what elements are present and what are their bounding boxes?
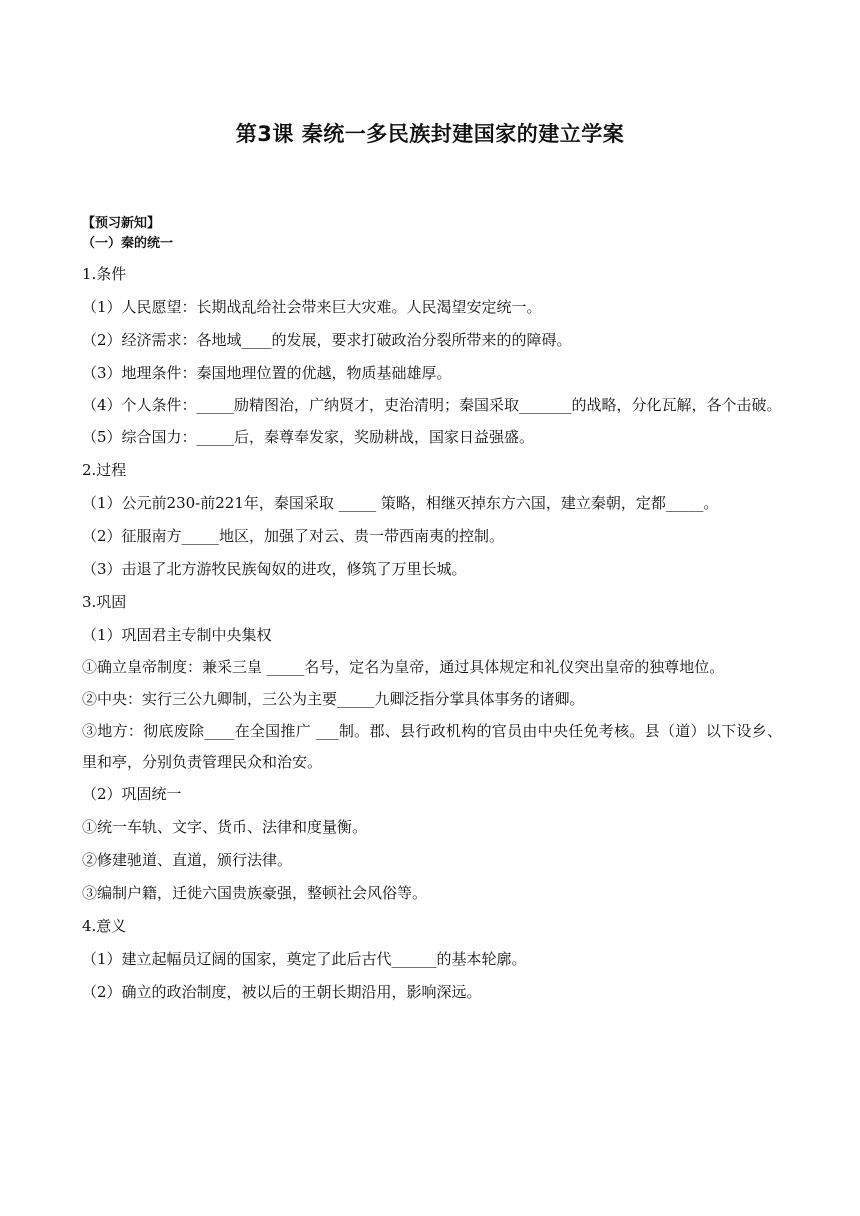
text-line: （5）综合国力：_____后，秦尊奉发家，奖励耕战，国家日益强盛。: [82, 428, 535, 446]
text-line: （1）人民愿望：长期战乱给社会带来巨大灾难。人民渴望安定统一。: [82, 298, 542, 316]
text-line: （4）个人条件：_____励精图治，广纳贤才，吏治清明；秦国采取_______的战略，分化瓦解，各个击破。: [82, 396, 782, 414]
text-line: （1）巩固君主专制中央集权: [82, 626, 272, 644]
text-line: ③编制户籍，迁徙六国贵族豪强，整顿社会风俗等。: [82, 884, 428, 902]
text-line: （2）巩固统一: [82, 785, 182, 803]
text-line: （1）建立起幅员辽阔的国家，奠定了此后古代______的基本轮廓。: [82, 950, 527, 968]
preview-heading: 【预习新知】: [82, 216, 161, 231]
text-line: （2）征服南方_____地区，加强了对云、贵一带西南夷的控制。: [82, 527, 505, 545]
text-line: （1）公元前230-前221年，秦国采取 _____ 策略，相继灭掉东方六国，建立秦朝，定都_____。: [82, 494, 719, 512]
text-line: ③地方：彻底废除____在全国推广 ___制。郡、县行政机构的官员由中央任免考核。县（道）以下设乡、里和亭，分别负责管理民众和治安。: [82, 722, 782, 771]
page-title: 第3课 秦统一多民族封建国家的建立学案: [235, 122, 625, 146]
subheading-consolidation: 3.巩固: [82, 593, 127, 611]
subheading-conditions: 1.条件: [82, 265, 127, 283]
text-line: ①统一车轨、文字、货币、法律和度量衡。: [82, 818, 368, 836]
text-line: （3）地理条件：秦国地理位置的优越，物质基础雄厚。: [82, 364, 452, 382]
subheading-process: 2.过程: [82, 461, 127, 479]
text-line: （2）经济需求：各地域____的发展，要求打破政治分裂所带来的的障碍。: [82, 331, 572, 349]
section-heading: （一）秦的统一: [82, 236, 174, 251]
text-line: ②中央：实行三公九卿制，三公为主要_____九卿泛指分掌具体事务的诸卿。: [82, 690, 585, 708]
text-line: ①确立皇帝制度：兼采三皇 _____名号，定名为皇帝，通过具体规定和礼仪突出皇帝的独尊地位。: [82, 658, 725, 676]
text-line: （3）击退了北方游牧民族匈奴的进攻，修筑了万里长城。: [82, 560, 467, 578]
document-body: [82, 214, 782, 1009]
subheading-significance: 4.意义: [82, 917, 127, 935]
text-line: （2）确立的政治制度，被以后的王朝长期沿用，影响深远。: [82, 983, 482, 1001]
text-line: ②修建驰道、直道，颁行法律。: [82, 851, 293, 869]
